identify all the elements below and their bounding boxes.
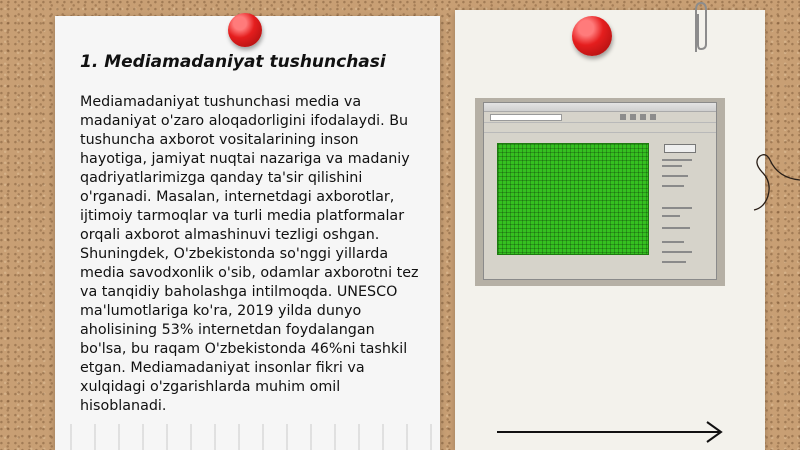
- start-button: [664, 144, 696, 153]
- toolbar-icon: [640, 114, 646, 120]
- disk-utility-window: [483, 102, 717, 280]
- pushpin-icon: [572, 16, 612, 56]
- window-titlebar: [484, 103, 716, 112]
- toolbar-icon: [620, 114, 626, 120]
- pushpin-icon: [228, 13, 262, 47]
- surface-scan-grid: [497, 143, 649, 255]
- paperclip-icon: [690, 0, 710, 58]
- window-tabs: [484, 123, 716, 133]
- screenshot-image: [475, 98, 725, 286]
- scan-options-panel: [654, 141, 712, 271]
- slide-body-text: Mediamadaniyat tushunchasi media va madaniyat o'zaro aloqadorligini ifodalaydi. Bu tushuncha axborot vositalarining inson hayotiga, jamiyat nuqtai nazariga va madaniy qadriyatlarimizga qanday ta'sir qilishini o'rganadi. Masalan, internetdagi axborotlar, ijtimoiy tarmoqlar va turli media platformalar orqali axborot almashinuvi tezligi oshgan. Shuningdek, O'zbekistonda so'nggi yillarda media savodxonlik o'sib, odamlar axborotni tez va tanqidiy baholashga intilmoqda. UNESCO ma'lumotlariga ko'ra, 2019 yilda dunyo aholisining 53% internetdan foydalangan bo'lsa, bu raqam O'zbekistonda 46%ni tashkil etgan. Mediamadaniyat insonlar fikri va xulqidagi o'zgarishlarda muhim omil hisoblanadi.: [80, 94, 419, 414]
- string-curl-decoration: [748, 150, 800, 212]
- toolbar-icon: [650, 114, 656, 120]
- drive-select: [490, 114, 562, 121]
- slide-title: 1. Mediamadaniyat tushunchasi: [80, 52, 386, 72]
- arrow-right-icon: [495, 420, 725, 444]
- window-toolbar: [484, 112, 716, 123]
- toolbar-icon: [630, 114, 636, 120]
